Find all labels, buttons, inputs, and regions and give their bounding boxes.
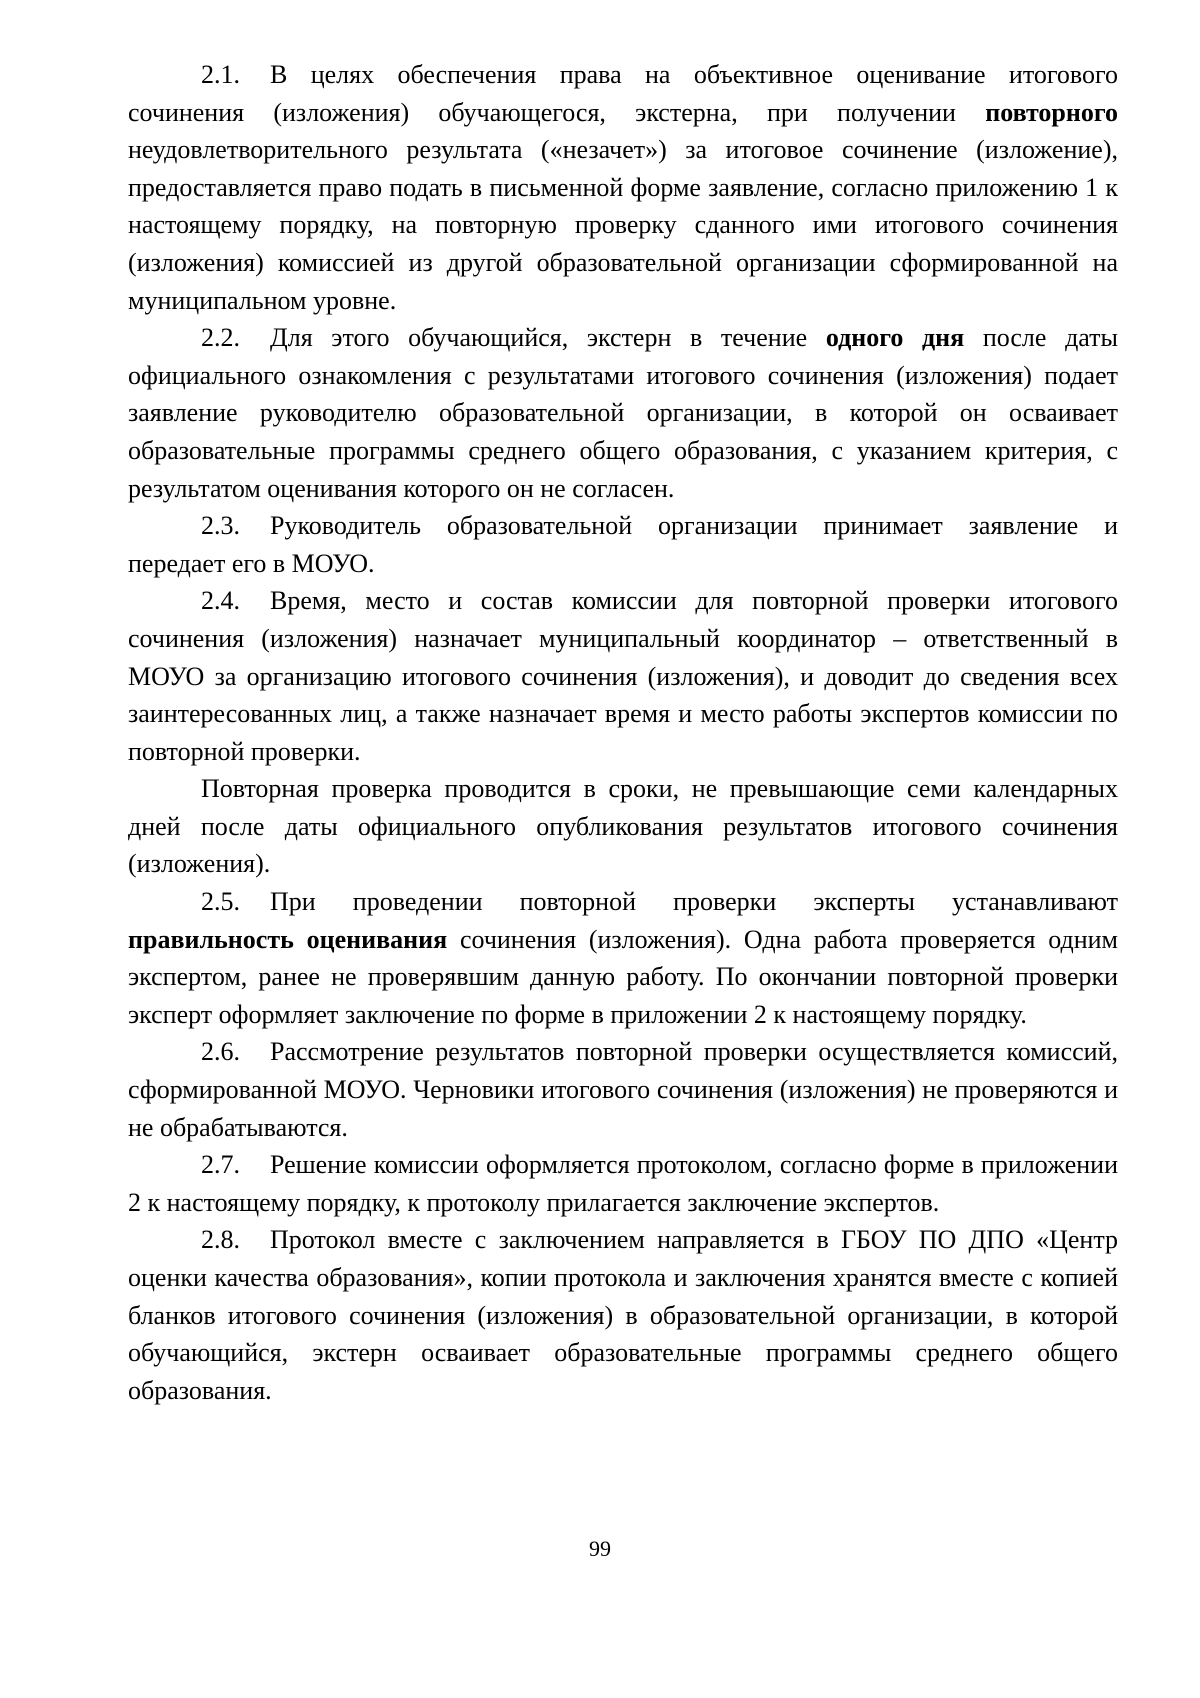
- paragraph-number: 2.4.: [201, 586, 240, 616]
- paragraph-number: 2.5.: [201, 887, 240, 917]
- paragraph-2-7: [128, 1146, 1118, 1221]
- paragraph-2-4-continued: [128, 770, 1118, 883]
- paragraph-text: Рассмотрение результатов повторной проверки осуществляется комиссий, сформированной МОУО. Черновики итогового сочинения (изложения) не проверяются и не обрабатываются.: [128, 1037, 1118, 1142]
- paragraph-2-8: [128, 1221, 1118, 1409]
- paragraph-number: 2.7.: [201, 1150, 240, 1180]
- paragraph-text: Руководитель образовательной организации принимает заявление и передает его в МОУО.: [128, 511, 1118, 578]
- paragraph-bold-text: правильность оценивания: [128, 924, 448, 954]
- paragraph-2-6: [128, 1033, 1118, 1146]
- paragraph-2-5: [128, 883, 1118, 1033]
- paragraph-number: 2.3.: [201, 511, 240, 541]
- paragraph-text: При проведении повторной проверки эксперты устанавливают: [270, 887, 1118, 917]
- paragraph-2-4: [128, 582, 1118, 770]
- document-body: [128, 56, 1118, 1409]
- paragraph-bold-text: повторного: [985, 97, 1118, 127]
- paragraph-number: 2.8.: [201, 1225, 240, 1255]
- paragraph-2-1: [128, 56, 1118, 319]
- paragraph-text: неудовлетворительного результата («незачет») за итоговое сочинение (изложение), предоставляется право подать в письменной форме заявление, согласно приложению 1 к настоящему порядку, на повторную проверку сданного ими итогового сочинения (изложения) комиссией из другой образовательной организации сформированной на муниципальном уровне.: [128, 135, 1118, 315]
- paragraph-2-3: [128, 507, 1118, 582]
- paragraph-text: Повторная проверка проводится в сроки, не превышающие семи календарных дней после даты официального опубликования результатов итогового сочинения (изложения).: [128, 774, 1118, 879]
- paragraph-text: Протокол вместе с заключением направляется в ГБОУ ПО ДПО «Центр оценки качества образования», копии протокола и заключения хранятся вместе с копией бланков итогового сочинения (изложения) в образовательной организации, в которой обучающийся, экстерн осваивает образовательные программы среднего общего образования.: [128, 1225, 1118, 1405]
- paragraph-2-2: [128, 319, 1118, 507]
- paragraph-text: Для этого обучающийся, экстерн в течение: [270, 323, 826, 353]
- paragraph-text: после даты официального ознакомления с результатами итогового сочинения (изложения) подает заявление руководителю образовательной организации, в которой он осваивает образовательные программы среднего общего образования, с указанием критерия, с результатом оценивания которого он не согласен.: [128, 323, 1118, 503]
- paragraph-number: 2.6.: [201, 1037, 240, 1067]
- page-number: 99: [589, 1536, 611, 1561]
- paragraph-text: Решение комиссии оформляется протоколом, согласно форме в приложении 2 к настоящему порядку, к протоколу прилагается заключение экспертов.: [128, 1150, 1118, 1217]
- paragraph-text: Время, место и состав комиссии для повторной проверки итогового сочинения (изложения) назначает муниципальный координатор – ответственный в МОУО за организацию итогового сочинения (изложения), и доводит до сведения всех заинтересованных лиц, а также назначает время и место работы экспертов комиссии по повторной проверки.: [128, 586, 1118, 766]
- paragraph-text: В целях обеспечения права на объективное оценивание итогового сочинения (изложения) обучающегося, экстерна, при получении: [128, 60, 1118, 127]
- paragraph-bold-text: одного дня: [825, 323, 965, 353]
- paragraph-number: 2.1.: [201, 60, 240, 89]
- paragraph-text: сочинения (изложения). Одна работа проверяется одним экспертом, ранее не проверявшим данную работу. По окончании повторной проверки эксперт оформляет заключение по форме в приложении 2 к настоящему порядку.: [128, 924, 1118, 1029]
- paragraph-number: 2.2.: [201, 323, 240, 353]
